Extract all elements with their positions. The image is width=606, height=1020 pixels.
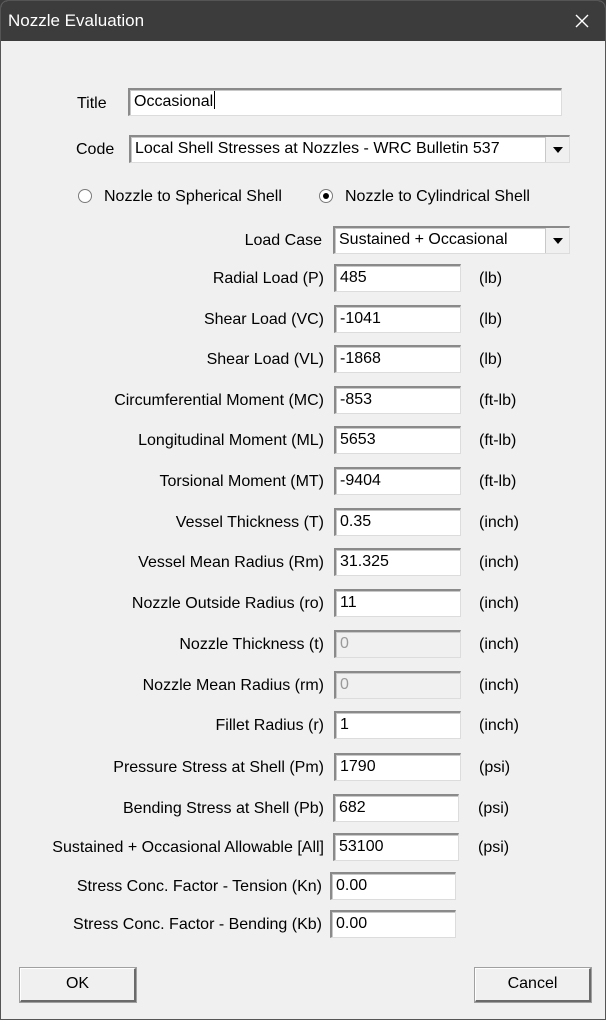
window-title: Nozzle Evaluation: [8, 11, 145, 30]
param-label: Shear Load (VC): [203, 311, 324, 328]
param-label: Stress Conc. Factor - Bending (Kb): [73, 916, 322, 933]
param-label: Nozzle Mean Radius (rm): [142, 677, 324, 694]
title-input-value: Occasional: [134, 93, 214, 110]
param-input-value: 682: [339, 799, 366, 816]
param-unit: (psi): [478, 839, 510, 856]
param-input[interactable]: [334, 548, 461, 576]
title-label: Title: [77, 95, 107, 112]
param-input-value: 11: [340, 594, 357, 611]
radio-selected-dot: [323, 193, 329, 199]
param-input[interactable]: [334, 589, 461, 617]
param-input-value: -853: [340, 391, 373, 408]
param-input[interactable]: [330, 910, 456, 938]
radio-cylindrical-label[interactable]: Nozzle to Cylindrical Shell: [345, 188, 530, 205]
param-input-value: 0.00: [336, 915, 368, 932]
param-input-value: 0.35: [340, 513, 372, 530]
param-label: Torsional Moment (MT): [159, 473, 324, 490]
param-input[interactable]: [334, 386, 461, 414]
param-input[interactable]: [334, 753, 461, 781]
param-input[interactable]: [334, 467, 461, 495]
title-input[interactable]: [128, 88, 562, 116]
param-input[interactable]: [334, 305, 461, 333]
param-input-value: 31.325: [340, 553, 389, 570]
param-label: Vessel Mean Radius (Rm): [138, 554, 324, 571]
cancel-button[interactable]: Cancel: [475, 968, 591, 1002]
param-label: Nozzle Outside Radius (ro): [131, 595, 324, 612]
ok-button[interactable]: OK: [20, 968, 136, 1002]
param-input[interactable]: [334, 426, 461, 454]
param-input-value: 0.00: [336, 877, 368, 894]
code-label: Code: [76, 141, 115, 158]
param-input-value: -1868: [340, 350, 381, 367]
radio-spherical-label[interactable]: Nozzle to Spherical Shell: [104, 188, 282, 205]
param-input: [334, 671, 461, 699]
param-input-value: 0: [340, 635, 349, 652]
param-unit: (psi): [478, 800, 510, 817]
param-unit: (ft-lb): [479, 432, 517, 449]
radio-cylindrical-shell[interactable]: [319, 189, 333, 203]
param-unit: (lb): [479, 270, 503, 287]
param-label: Fillet Radius (r): [215, 717, 324, 734]
param-input: [334, 630, 461, 658]
load-case-label: Load Case: [244, 232, 322, 249]
chevron-down-icon: [553, 147, 563, 153]
param-unit: (inch): [479, 554, 520, 571]
param-input-value: -1041: [340, 310, 381, 327]
code-select-value: Local Shell Stresses at Nozzles - WRC Bulletin 537: [135, 140, 500, 157]
param-label: Pressure Stress at Shell (Pm): [113, 759, 324, 776]
text-caret: [214, 91, 215, 109]
title-bar[interactable]: [1, 1, 605, 41]
param-input-value: 485: [340, 269, 367, 286]
param-label: Vessel Thickness (T): [175, 514, 324, 531]
param-input[interactable]: [334, 345, 461, 373]
param-label: Shear Load (VL): [206, 351, 324, 368]
load-case-dropdown-button[interactable]: [545, 228, 569, 253]
param-input[interactable]: [333, 833, 459, 861]
param-input[interactable]: [333, 794, 459, 822]
param-unit: (inch): [479, 595, 520, 612]
param-unit: (inch): [479, 636, 520, 653]
param-input-value: 0: [340, 676, 349, 693]
param-label: Longitudinal Moment (ML): [138, 432, 324, 449]
param-unit: (ft-lb): [479, 392, 517, 409]
param-unit: (inch): [479, 514, 520, 531]
param-input[interactable]: [334, 711, 461, 739]
close-button[interactable]: [559, 1, 605, 41]
code-dropdown-button[interactable]: [545, 137, 569, 162]
param-unit: (lb): [479, 351, 503, 368]
param-input[interactable]: [334, 264, 461, 292]
param-input[interactable]: [334, 508, 461, 536]
chevron-down-icon: [553, 238, 563, 244]
param-unit: (inch): [479, 677, 520, 694]
param-unit: (lb): [479, 311, 503, 328]
param-label: Nozzle Thickness (t): [179, 636, 324, 653]
param-unit: (inch): [479, 717, 520, 734]
code-select[interactable]: [129, 135, 570, 163]
param-label: Sustained + Occasional Allowable [All]: [52, 839, 324, 856]
param-label: Radial Load (P): [212, 270, 324, 287]
param-input[interactable]: [330, 872, 456, 900]
param-input-value: 5653: [340, 431, 376, 448]
load-case-select[interactable]: [333, 226, 570, 254]
param-input-value: 1790: [340, 758, 376, 775]
param-unit: (ft-lb): [479, 473, 517, 490]
param-input-value: 1: [340, 716, 349, 733]
radio-spherical-shell[interactable]: [78, 189, 92, 203]
param-label: Circumferential Moment (MC): [114, 392, 324, 409]
load-case-select-value: Sustained + Occasional: [339, 231, 508, 248]
param-label: Bending Stress at Shell (Pb): [123, 800, 324, 817]
param-label: Stress Conc. Factor - Tension (Kn): [76, 878, 322, 895]
param-input-value: 53100: [339, 838, 384, 855]
param-unit: (psi): [479, 759, 511, 776]
close-icon: [574, 13, 590, 29]
param-input-value: -9404: [340, 472, 381, 489]
